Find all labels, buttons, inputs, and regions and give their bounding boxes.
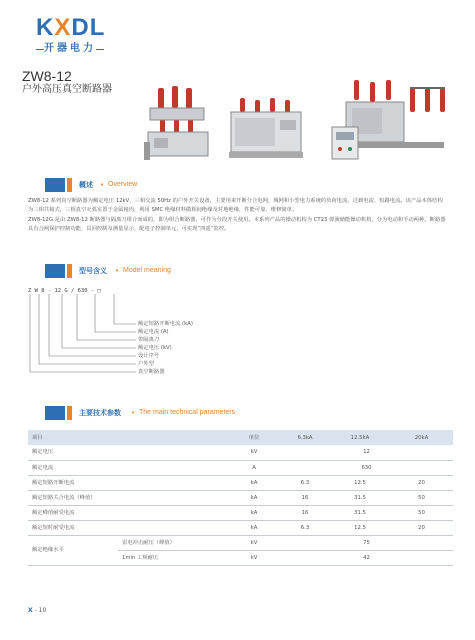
logo-tagline: 开器电力	[44, 43, 96, 54]
logo-wordmark: KXDL	[36, 14, 106, 41]
product-model: ZW8-12	[22, 68, 72, 84]
row-value-20ka: 20	[418, 479, 425, 486]
params-title-en: The main technical parameters	[139, 409, 236, 416]
heading-bar	[45, 264, 65, 278]
row-subitem: 雷电冲击耐压（峰值）	[122, 539, 175, 546]
row-value-6-3ka: 6.3	[300, 524, 310, 531]
row-unit: kA	[250, 524, 258, 531]
heading-bar	[45, 178, 65, 192]
model-label-breaking-current: 额定短路开断电流 (kA)	[138, 321, 193, 327]
table-row	[28, 535, 453, 550]
model-code: Z W 8 - 12 G / 630 - □	[28, 288, 101, 294]
row-value-20ka: 50	[418, 509, 425, 516]
heading-dot: •	[100, 181, 105, 189]
row-subitem: 1min 工频耐压	[122, 554, 159, 561]
model-label-outdoor: 户外型	[138, 361, 154, 367]
overview-paragraph-1: ZW8-12 系列真空断路器为额定电压 12kV，三相交流 50Hz 的户外开关设备，主要用来开断分合电网，城网和小型电力系统的负荷电流、过载电流、短路电流。该产品本体结构为三相共箱式，三相真空灭弧室置于金属箱内，利用 SMC 绝缘材料做相间绝缘及对地绝缘，性能可靠，维修简单。	[28, 198, 443, 213]
row-value-20ka: 50	[418, 494, 425, 501]
model-meaning-heading	[45, 264, 245, 278]
row-unit: kA	[250, 509, 258, 516]
breaker-image-1	[140, 86, 220, 166]
table-header-row	[28, 430, 453, 445]
model-meaning-title-en: Model meaning	[123, 267, 171, 274]
row-value-20ka: 20	[418, 524, 425, 531]
row-item: 额定电压	[32, 449, 54, 456]
row-unit: kA	[250, 494, 258, 501]
table-row	[28, 460, 453, 475]
row-value-12-5ka: 12.5	[354, 524, 366, 531]
breaker-image-2	[225, 98, 310, 170]
row-item: 额定短路关合电流（峰值）	[32, 494, 96, 501]
parameters-table	[28, 430, 453, 566]
overview-paragraph-2: ZW8-12G 是由 ZW8-12 断路器与隔离刀组合而成的，即为组合断路器，可作为分段开关使用。本系列产品的操动机构为 CT23 弹簧储能操动机构，分为电动和手动两种。断路器具有合闸保护控制功能，具回控制及测量显示，配电子控制单元，可实现“四遥”监控。	[28, 217, 446, 232]
header-item: 项目	[32, 434, 43, 441]
model-label-vacuum-breaker: 真空断路器	[138, 369, 165, 375]
overview-title-cn: 概述	[79, 181, 93, 189]
heading-bar	[45, 406, 65, 420]
row-value-12-5ka: 12.5	[354, 479, 366, 486]
header-20ka: 20kA	[414, 434, 429, 441]
heading-dot: •	[115, 267, 120, 275]
row-item: 额定绝缘水平	[32, 547, 64, 553]
table-row	[28, 490, 453, 505]
table-row	[28, 505, 453, 520]
header-6-3ka: 6.3kA	[297, 434, 313, 441]
row-unit: kA	[250, 479, 258, 486]
controller-box-image	[330, 125, 360, 161]
footer-page: - 10	[32, 607, 47, 614]
row-value: 12	[363, 449, 370, 456]
row-item: 额定短时耐受电流	[32, 524, 75, 531]
row-item: 额定峰值耐受电流	[32, 509, 75, 516]
overview-title-en: Overview	[108, 181, 138, 188]
model-label-rated-voltage: 额定电压 (kV)	[138, 345, 172, 351]
logo-rule-right	[96, 49, 104, 50]
table-row	[28, 475, 453, 490]
row-value: 630	[361, 464, 372, 471]
heading-dot: •	[131, 409, 136, 417]
row-value: 42	[363, 554, 370, 561]
page-number	[28, 607, 46, 615]
row-value-12-5ka: 31.5	[354, 494, 366, 501]
table-row	[28, 520, 453, 535]
row-value-12-5ka: 31.5	[354, 509, 366, 516]
model-meaning-title-cn: 型号含义	[79, 267, 107, 275]
row-item: 额定电流	[32, 464, 54, 471]
footer-letter: X	[28, 607, 33, 614]
params-heading	[45, 406, 305, 420]
overview-heading	[45, 178, 245, 192]
row-unit: A	[252, 464, 256, 471]
heading-accent	[67, 178, 72, 192]
row-value-6-3ka: 6.3	[300, 479, 310, 486]
row-unit: kV	[250, 449, 258, 456]
product-name: 户外高压真空断路器	[22, 84, 112, 95]
logo-rule-left	[36, 49, 44, 50]
row-item: 额定短路开断电流	[32, 479, 75, 486]
row-unit: kV	[250, 554, 258, 561]
model-code-diagram	[28, 294, 140, 378]
row-value: 75	[363, 539, 370, 546]
model-label-design-number: 设计序号	[138, 353, 160, 359]
row-value-6-3ka: 16	[301, 494, 309, 501]
row-unit: kV	[250, 539, 258, 546]
company-logo	[36, 14, 128, 60]
heading-accent	[67, 264, 72, 278]
header-12-5ka: 12.5kA	[350, 434, 370, 441]
table-row	[28, 445, 453, 460]
model-label-rated-current: 额定电流 (A)	[138, 329, 169, 335]
model-label-isolator: 带隔离刀	[138, 337, 160, 343]
params-title-cn: 主要技术参数	[79, 409, 121, 417]
header-unit: 单位	[248, 434, 260, 441]
row-value-6-3ka: 16	[301, 509, 309, 516]
heading-accent	[67, 406, 72, 420]
